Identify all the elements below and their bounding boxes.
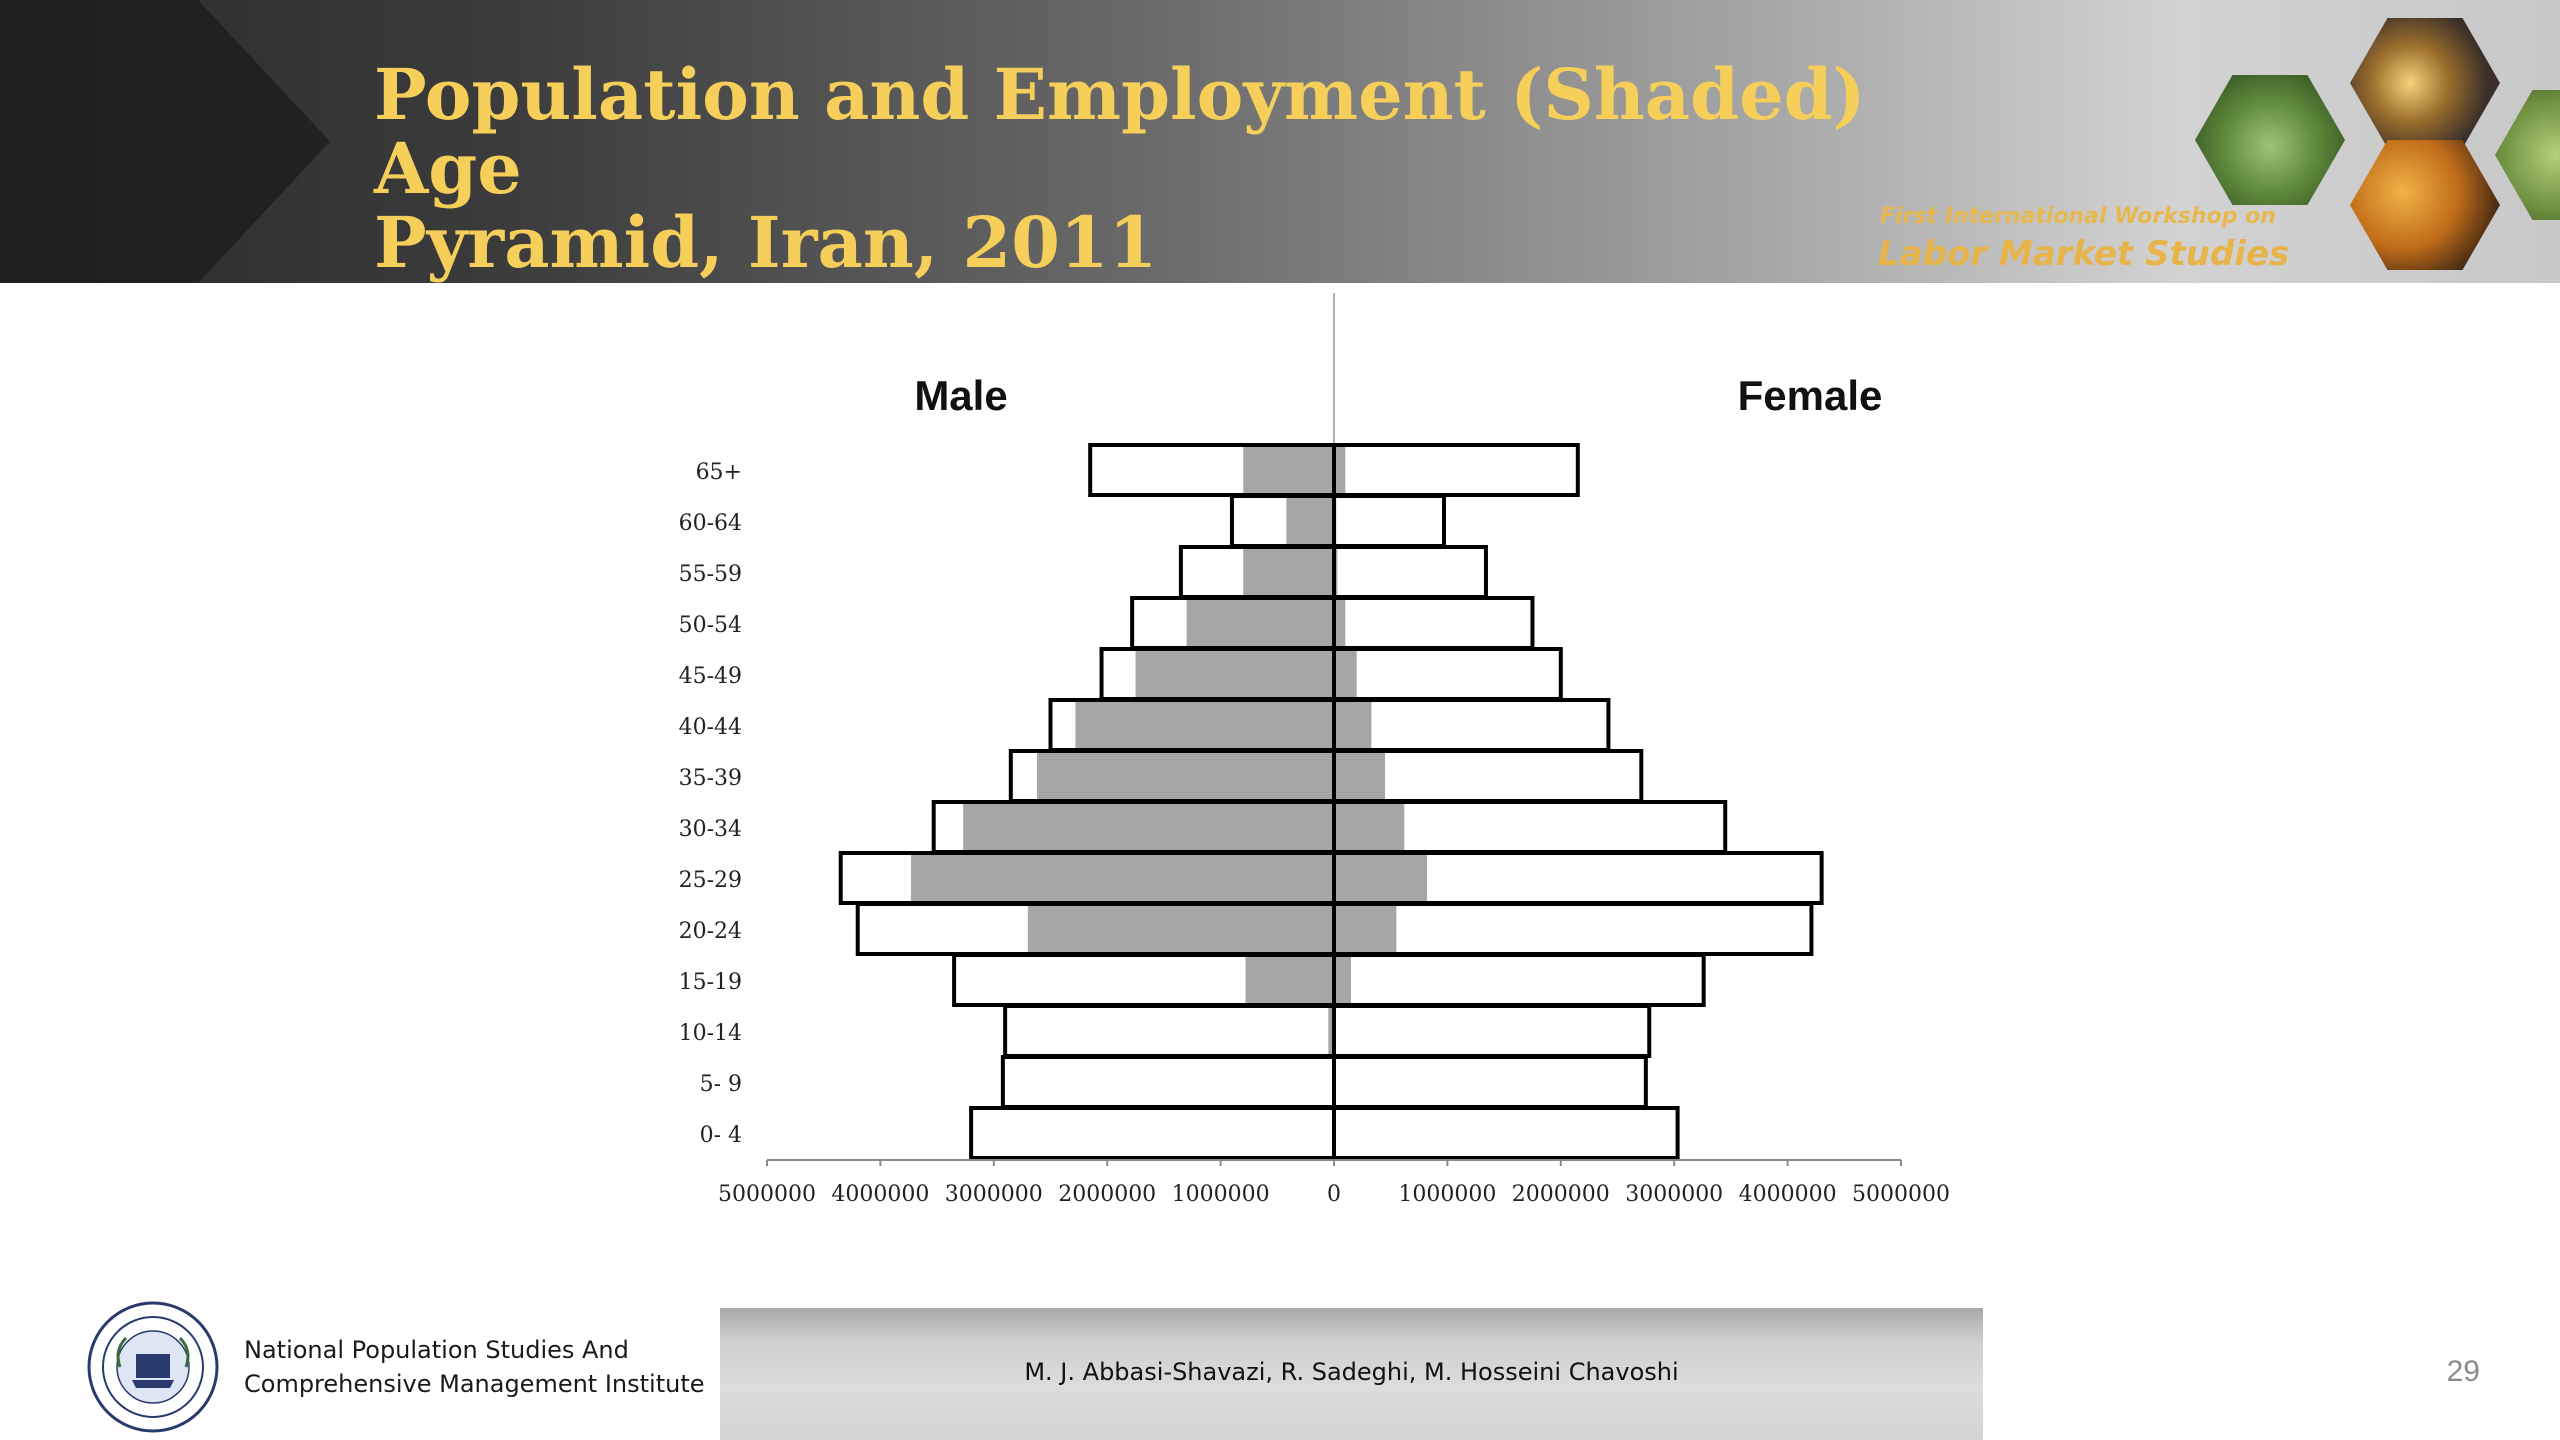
female-employment-bar <box>1334 855 1427 901</box>
workshop-photo-hex-welding <box>2350 18 2500 148</box>
age-group-label: 5- 9 <box>699 1072 742 1097</box>
male-employment-bar <box>1037 753 1334 799</box>
age-group-label: 35-39 <box>678 766 742 791</box>
population-pyramid-chart <box>0 283 2560 1283</box>
age-group-label: 20-24 <box>678 919 742 944</box>
slide-title-line1: Population and Employment (Shaded) Age <box>374 53 1866 210</box>
page-number: 29 <box>2446 1355 2480 1388</box>
header-chevron-decoration <box>0 0 330 283</box>
male-employment-bar <box>1243 447 1334 493</box>
female-side-label: Female <box>1737 372 1883 419</box>
age-group-label: 50-54 <box>678 613 742 638</box>
female-population-bar <box>1334 1108 1678 1158</box>
workshop-name-line2: Labor Market Studies <box>1878 234 2290 274</box>
female-employment-bar <box>1334 651 1357 697</box>
male-employment-bar <box>911 855 1334 901</box>
age-group-label: 30-34 <box>678 817 742 842</box>
workshop-name-line1: First International Workshop on <box>1880 204 2276 229</box>
age-group-label: 15-19 <box>678 970 742 995</box>
female-employment-bar <box>1334 957 1351 1003</box>
institute-name-line2: Comprehensive Management Institute <box>244 1370 705 1398</box>
male-employment-bar <box>1243 549 1334 595</box>
male-employment-bar <box>963 804 1334 850</box>
male-employment-bar <box>1075 702 1334 748</box>
female-population-bar <box>1334 1006 1649 1056</box>
male-population-bar <box>1005 1006 1334 1056</box>
female-population-bar <box>1334 700 1608 750</box>
age-group-label: 45-49 <box>678 664 742 689</box>
male-population-bar <box>1003 1057 1334 1107</box>
female-population-bar <box>1334 904 1811 954</box>
age-group-label: 25-29 <box>678 868 742 893</box>
female-population-bar <box>1334 649 1561 699</box>
x-axis-tick-label: 4000000 <box>1738 1182 1837 1207</box>
x-axis-tick-label: 2000000 <box>1511 1182 1610 1207</box>
female-employment-bar <box>1334 804 1404 850</box>
female-population-bar <box>1334 598 1532 648</box>
age-group-label: 55-59 <box>678 562 742 587</box>
x-axis-tick-label: 5000000 <box>718 1182 816 1207</box>
female-population-bar <box>1334 496 1444 546</box>
x-axis-tick-label: 0 <box>1327 1182 1341 1207</box>
slide-title <box>374 53 1874 283</box>
x-axis-tick-label: 1000000 <box>1398 1182 1497 1207</box>
male-employment-bar <box>1187 600 1334 646</box>
male-employment-bar <box>1246 957 1334 1003</box>
x-axis-tick-label: 5000000 <box>1852 1182 1950 1207</box>
x-axis-tick-label: 3000000 <box>944 1182 1043 1207</box>
male-employment-bar <box>1136 651 1334 697</box>
female-population-bar <box>1334 955 1704 1005</box>
male-employment-bar <box>1286 498 1334 544</box>
age-group-label: 10-14 <box>678 1021 742 1046</box>
x-axis-tick-label: 4000000 <box>831 1182 930 1207</box>
female-employment-bar <box>1334 906 1396 952</box>
male-employment-bar <box>1028 906 1334 952</box>
age-group-label: 40-44 <box>678 715 742 740</box>
female-employment-bar <box>1334 702 1371 748</box>
male-population-bar <box>971 1108 1334 1158</box>
x-axis-tick-label: 3000000 <box>1625 1182 1724 1207</box>
male-side-label: Male <box>914 372 1008 419</box>
header-banner <box>0 0 2560 283</box>
female-employment-bar <box>1334 753 1385 799</box>
age-group-label: 65+ <box>695 460 742 485</box>
age-group-label: 0- 4 <box>699 1123 742 1148</box>
female-population-bar <box>1334 547 1486 597</box>
female-population-bar <box>1334 1057 1646 1107</box>
footer-authors: M. J. Abbasi-Shavazi, R. Sadeghi, M. Hosseini Chavoshi <box>1024 1358 1679 1386</box>
workshop-photo-hex-field <box>2195 75 2345 205</box>
institute-name-line1: National Population Studies And <box>244 1336 629 1364</box>
workshop-photo-hex-green <box>2495 90 2560 220</box>
pyramid-svg <box>0 283 2560 1283</box>
age-group-label: 60-64 <box>678 511 742 536</box>
female-population-bar <box>1334 445 1578 495</box>
institute-logo <box>84 1298 222 1436</box>
institute-name <box>244 1333 724 1401</box>
x-axis-tick-label: 1000000 <box>1171 1182 1270 1207</box>
slide-title-line2: Pyramid, Iran, 2011 <box>374 201 1158 283</box>
x-axis-tick-label: 2000000 <box>1058 1182 1157 1207</box>
